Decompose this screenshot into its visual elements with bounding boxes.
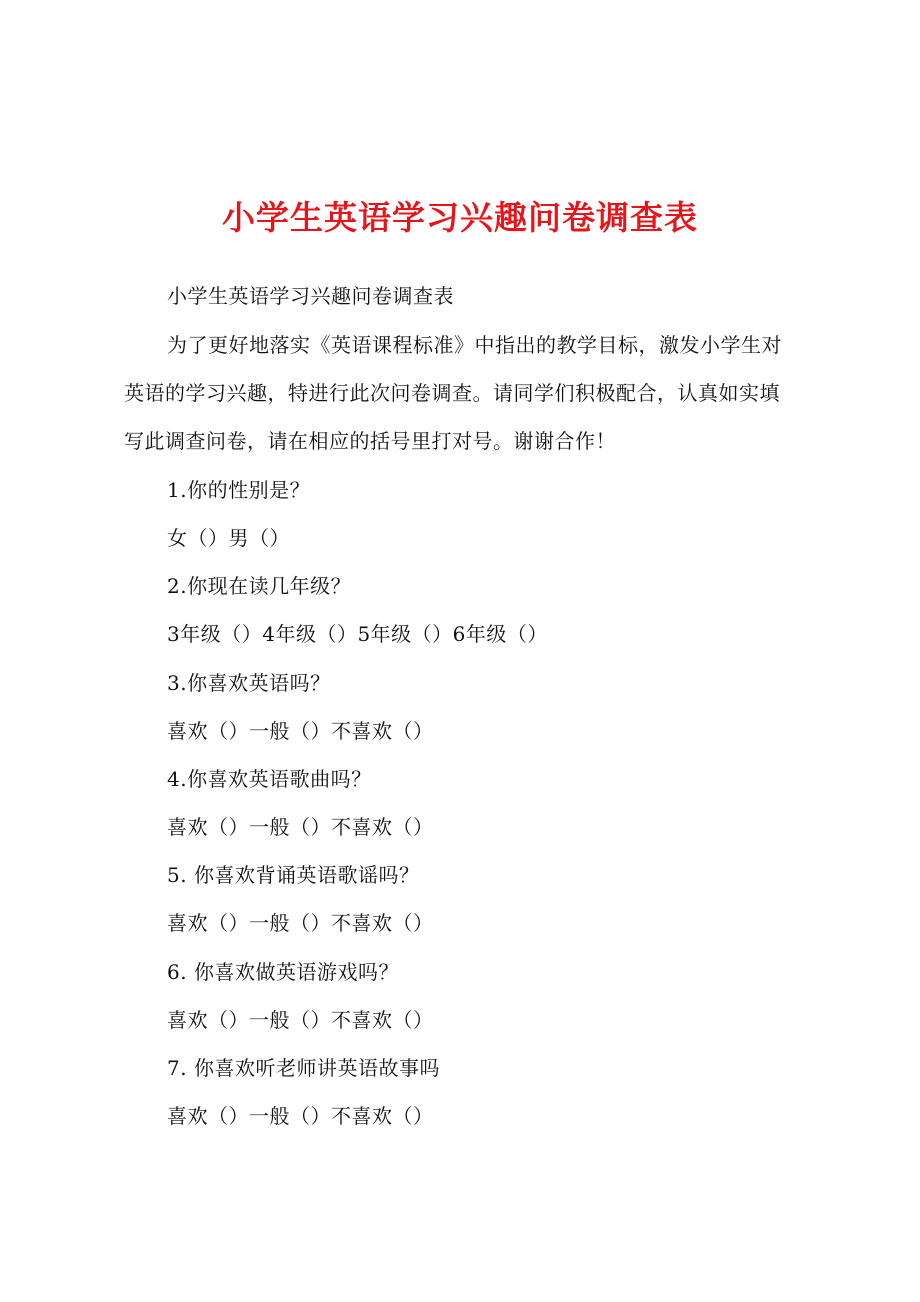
question-7: 7. 你喜欢听老师讲英语故事吗 <box>167 1056 440 1080</box>
answer-options-1: 女（）男（） <box>167 526 290 550</box>
question-5: 5. 你喜欢背诵英语歌谣吗？ <box>167 863 420 887</box>
question-6: 6. 你喜欢做英语游戏吗？ <box>167 960 399 984</box>
answer-options-6: 喜欢（）一般（）不喜欢（） <box>167 1008 434 1032</box>
answer-options-3: 喜欢（）一般（）不喜欢（） <box>167 719 434 743</box>
answer-options-5: 喜欢（）一般（）不喜欢（） <box>167 911 434 935</box>
question-4: 4.你喜欢英语歌曲吗？ <box>167 767 372 791</box>
intro-line-2: 英语的学习兴趣，特进行此次问卷调查。请同学们积极配合，认真如实填 <box>124 381 780 405</box>
question-1: 1.你的性别是？ <box>167 478 311 502</box>
answer-options-4: 喜欢（）一般（）不喜欢（） <box>167 815 434 839</box>
intro-line-1: 为了更好地落实《英语课程标准》中指出的教学目标，激发小学生对 <box>167 333 782 357</box>
answer-options-7: 喜欢（）一般（）不喜欢（） <box>167 1104 434 1128</box>
document-title: 小学生英语学习兴趣问卷调查表 <box>222 198 698 237</box>
document-subtitle: 小学生英语学习兴趣问卷调查表 <box>167 284 454 308</box>
intro-line-3: 写此调查问卷，请在相应的括号里打对号。谢谢合作！ <box>124 429 616 453</box>
question-2: 2.你现在读几年级？ <box>167 574 352 598</box>
question-3: 3.你喜欢英语吗？ <box>167 671 331 695</box>
answer-options-2: 3年级（）4年级（）5年级（）6年级（） <box>167 622 548 646</box>
